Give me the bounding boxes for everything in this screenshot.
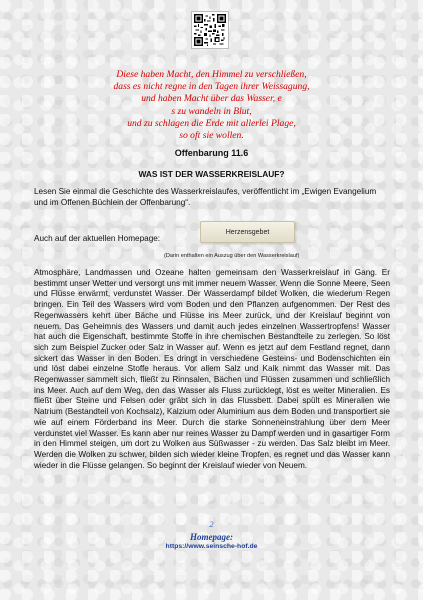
verse-line: so oft sie wollen. [179,130,244,142]
verse-reference: Offenbarung 11.6 [174,148,249,158]
homepage-link[interactable]: https://www.seinsche-hof.de [165,543,258,550]
verse-line: s zu wandeln in Blut, [171,105,252,117]
bible-verse [60,69,363,142]
body-paragraph: Atmosphäre, Landmassen und Ozeane halten gemeinsam den Wasserkreislauf in Gang. Er bestimmt unser Wetter und versorgt uns mit immer neuem Wasser. Wenn die Sonne Meere, Seen und Flüsse erwärmt, verdunstet Wasser. Der Wasserdampf bildet Wolken, die wiederum Regen bringen. Ein Teil des Wassers wird vom Boden und den Pflanzen aufgenommen. Der Rest des Regenwassers kehrt über Bäche und Flüsse ins Meer zurück, und der Kreislauf beginnt von neuem. Das Geheimnis des Wassers und damit auch jedes einzelnen Wassertropfens! Wasser hat auch die Eigenschaft, bestimmte Stoffe in ihre chemischen Bestandteile zu zerlegen. So löst sich zum Beispiel Zucker oder Salz in Wasser auf. Wenn es jetzt auf dem Festland regnet, dann sickert das Wasser in den Boden. Es dringt in verschiedene Gesteins- und Bodenschichten ein und löst dabei einzelne Stoffe heraus. Vor allem Salz und Kalk nimmt das Wasser mit. Das Regenwasser sammelt sich, fließt zu Rinnsalen, Bächen und Flüssen zusammen und schließlich ins Meer. Auch auf dem Weg, den das Wasser als Fluss zurücklegt, löst es weiter Mineralien. Es fließt über Steine und Felsen oder gräbt sich in das Flussbett. Dabei spült es Mineralien wie Natrium (Bestandteil von Kochsalz), Kalzium oder Aluminium aus dem Boden und transportiert sie wie auf einem Förderband ins Meer. Durch die starke Sonneneinstrahlung über dem Meer verdunstet viel Wasser. Es kann aber nur reines Wasser zu Dampf werden und in gasartiger Form in den Himmel steigen, um dort zu Wolken aus Süßwasser - zu werden. Das Salz bleibt im Meer. Werden die Wolken zu schwer, bilden sich wieder kleine Tropfen, es regnet und das Wasser kann wieder in die Flüsse gelangen. So beginnt der Kreislauf wieder von Neuem. [34,268,390,470]
footer-homepage-label: Homepage: [190,532,233,542]
verse-line: dass es nicht regne in den Tagen ihrer Weissagung, [113,81,310,93]
verse-line: Diese haben Macht, den Himmel zu verschließen, [116,69,307,80]
qr-code-icon [194,14,226,46]
verse-line: und zu schlagen die Erde mit allerlei Plage, [127,117,296,129]
homepage-note: (Darin enthalten ein Auszug über den Wasserkreislauf) [164,253,300,259]
herzensgebet-button[interactable]: Herzensgebet [200,221,295,243]
page-number: 2 [209,519,214,529]
qr-code [191,11,229,49]
section-heading: WAS IST DER WASSERKREISLAUF? [138,169,285,179]
intro-paragraph: Lesen Sie einmal die Geschichte des Wasserkreislaufes, veröffentlicht im „Ewigen Evangelium und im Offenen Büchlein der Offenbarung“. [34,187,377,207]
verse-line: und haben Macht über das Wasser, e [141,93,282,105]
homepage-label: Auch auf der aktuellen Homepage: [34,234,161,243]
